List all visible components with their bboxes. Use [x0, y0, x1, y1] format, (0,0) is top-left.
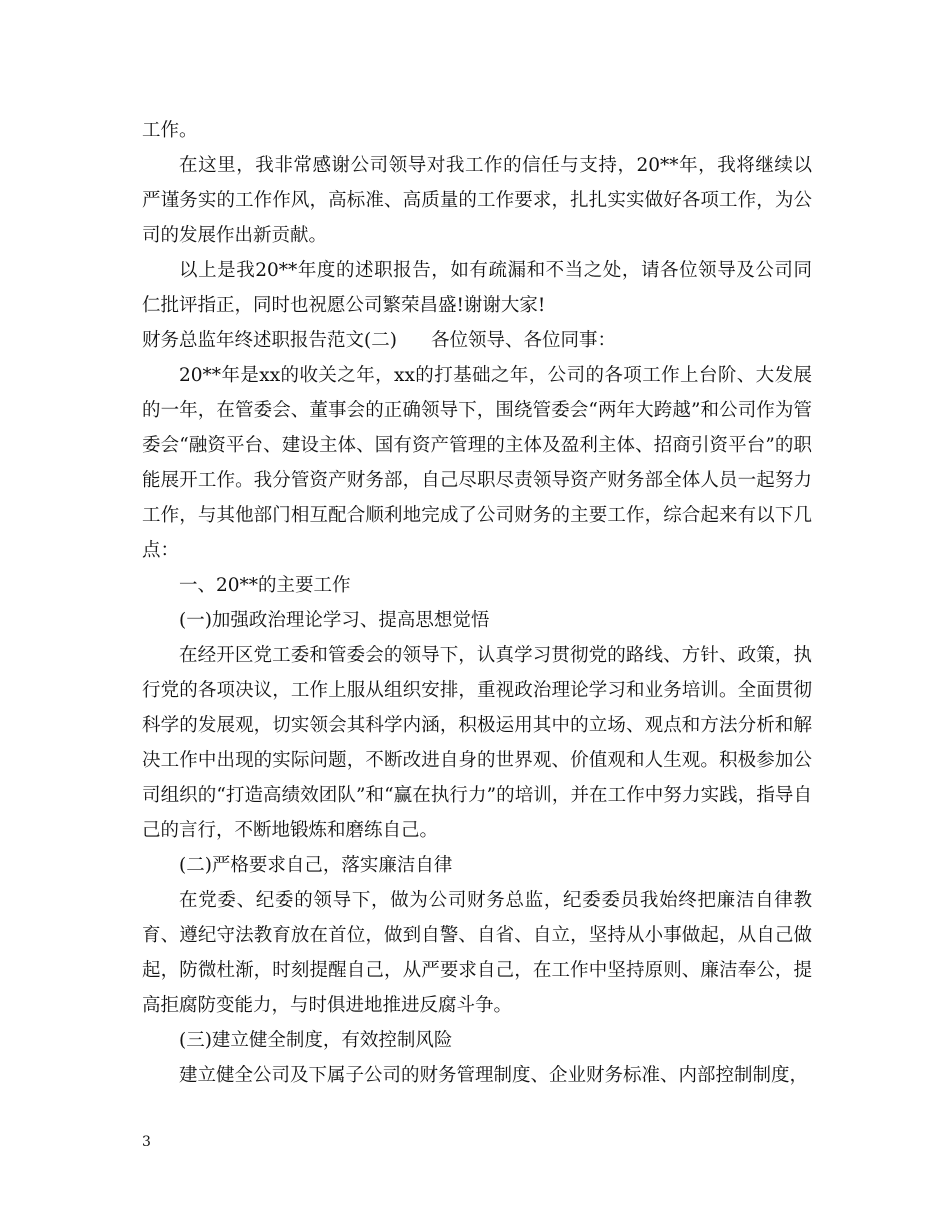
paragraph: 工作。	[142, 120, 198, 141]
section-title: 财务总监年终述职报告范文(二)	[142, 330, 397, 351]
document-body	[142, 113, 812, 1093]
subheading: (三)建立健全制度，有效控制风险	[179, 1030, 453, 1051]
subheading: (一)加强政治理论学习、提高思想觉悟	[179, 610, 490, 631]
paragraph: 20**年是xx的收关之年，xx的打基础之年，公司的各项工作上台阶、大发展的一年，在管委会、董事会的正确领导下，围绕管委会“两年大跨越”和公司作为管委会“融资平台、建设主体、国有资产管理的主体及盈利主体、招商引资平台”的职能展开工作。我分管资产财务部，自己尽职尽责领导资产财务部全体人员一起努力工作，与其他部门相互配合顺利地完成了公司财务的主要工作，综合起来有以下几点：	[142, 365, 812, 561]
paragraph: 在党委、纪委的领导下，做为公司财务总监，纪委委员我始终把廉洁自律教育、遵纪守法教育放在首位，做到自警、自省、自立，坚持从小事做起，从自己做起，防微杜渐，时刻提醒自己，从严要求自己，在工作中坚持原则、廉洁奉公，提高拒腐防变能力，与时俱进地推进反腐斗争。	[142, 890, 812, 1016]
paragraph: 以上是我20**年度的述职报告，如有疏漏和不当之处，请各位领导及公司同仁批评指正，同时也祝愿公司繁荣昌盛!谢谢大家!	[142, 260, 812, 316]
section-heading-row	[142, 323, 812, 358]
subheading: (二)严格要求自己，落实廉洁自律	[179, 855, 453, 876]
paragraph: 在这里，我非常感谢公司领导对我工作的信任与支持，20**年，我将继续以严谨务实的工作作风，高标准、高质量的工作要求，扎扎实实做好各项工作，为公司的发展作出新贡献。	[142, 155, 812, 246]
greeting: 各位领导、各位同事：	[430, 330, 616, 351]
page-number: 3	[142, 1134, 151, 1150]
subheading: 一、20**的主要工作	[179, 575, 351, 596]
paragraph: 建立健全公司及下属子公司的财务管理制度、企业财务标准、内部控制制度，	[179, 1065, 809, 1086]
paragraph: 在经开区党工委和管委会的领导下，认真学习贯彻党的路线、方针、政策，执行党的各项决议，工作上服从组织安排，重视政治理论学习和业务培训。全面贯彻科学的发展观，切实领会其科学内涵，积极运用其中的立场、观点和方法分析和解决工作中出现的实际问题，不断改进自身的世界观、价值观和人生观。积极参加公司组织的“打造高绩效团队”和“赢在执行力”的培训，并在工作中努力实践，指导自己的言行，不断地锻炼和磨练自己。	[142, 645, 812, 841]
